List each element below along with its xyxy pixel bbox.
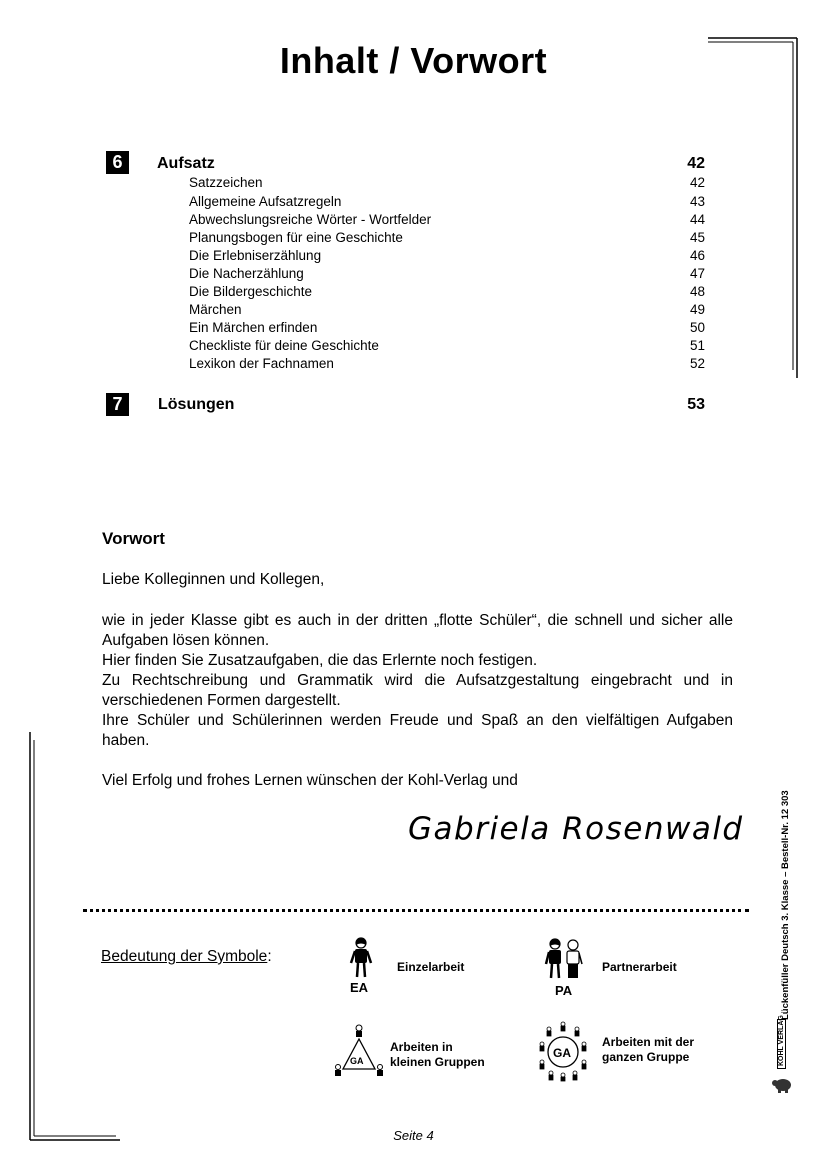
toc-item-page: 43 <box>689 194 705 209</box>
toc-item-page: 45 <box>689 230 705 245</box>
legend-label-text: Bedeutung der Symbole <box>101 948 268 965</box>
toc-item-page: 48 <box>689 284 705 299</box>
symbol-code-pa: PA <box>555 983 573 998</box>
page-number: Seite 4 <box>393 1128 434 1143</box>
toc-item <box>189 320 705 338</box>
toc-item-label: Checkliste für deine Geschichte <box>189 338 379 353</box>
toc-item-label: Lexikon der Fachnamen <box>189 356 334 371</box>
symbol-text-ea: Einzelarbeit <box>397 960 465 974</box>
toc-section-page: 42 <box>687 155 705 172</box>
symbol-text-ga-small <box>390 1040 485 1070</box>
vorwort-paragraph: Zu Rechtschreibung und Grammatik wird die Aufsatzgestaltung eingebracht und in verschiedenen Formen dargestellt. <box>102 672 733 709</box>
toc-item-label: Märchen <box>189 302 242 317</box>
page-title: Inhalt / Vorwort <box>279 40 548 81</box>
toc-item-label: Die Bildergeschichte <box>189 284 313 299</box>
toc-item <box>189 212 705 230</box>
symbol-text-line: Arbeiten in <box>390 1040 453 1054</box>
toc-item <box>189 302 705 320</box>
toc-item <box>189 338 705 356</box>
publisher-logo-text: KOHL VERLAG <box>777 1019 786 1069</box>
toc-section-number: 6 <box>106 151 129 174</box>
vorwort-paragraph: wie in jeder Klasse gibt es auch in der dritten „flotte Schüler“, die schnell und sicher alle Aufgaben lösen können. <box>102 612 733 649</box>
toc-item-page: 51 <box>689 338 705 353</box>
vorwort-greeting: Liebe Kolleginnen und Kollegen, <box>102 571 325 588</box>
toc-item-label: Die Nacherzählung <box>189 266 304 281</box>
symbol-code-ga-small: GA <box>350 1056 364 1066</box>
symbol-code-ea: EA <box>350 980 369 995</box>
signature: Gabriela Rosenwald <box>408 811 744 847</box>
toc-item-label: Satzzeichen <box>189 175 263 190</box>
two-persons-icon <box>544 938 584 982</box>
symbol-text-pa: Partnerarbeit <box>602 960 677 974</box>
publisher-logo <box>775 1015 797 1100</box>
toc-item <box>189 230 705 248</box>
legend-label-suffix: : <box>267 948 272 965</box>
legend-label <box>101 948 272 966</box>
toc-item-label: Abwechslungsreiche Wörter - Wortfelder <box>189 212 432 227</box>
symbol-text-ga-whole <box>602 1035 694 1065</box>
toc-section-title: Aufsatz <box>157 155 215 172</box>
toc-section-number: 7 <box>106 393 129 416</box>
toc-item <box>189 284 705 302</box>
toc-item <box>189 194 705 212</box>
symbol-text-line: Arbeiten mit der <box>602 1035 695 1049</box>
toc-item-page: 44 <box>689 212 705 227</box>
symbol-code-ga-whole: GA <box>553 1046 571 1060</box>
toc-item-label: Die Erlebniserzählung <box>189 248 322 263</box>
single-person-icon <box>348 937 374 979</box>
toc-item-page: 46 <box>689 248 705 263</box>
toc-section-page: 53 <box>687 396 705 413</box>
toc-item-page: 52 <box>689 356 705 371</box>
side-product-info: Lückenfüller Deutsch 3. Klasse – Bestell-Nr. 12 303 <box>780 790 791 1020</box>
vorwort-heading: Vorwort <box>102 529 165 548</box>
toc-section-title: Lösungen <box>158 396 235 413</box>
toc-item-label: Allgemeine Aufsatzregeln <box>189 194 342 209</box>
dotted-separator <box>83 909 749 912</box>
toc-item-page: 50 <box>689 320 705 335</box>
small-group-triangle-icon <box>333 1023 385 1079</box>
toc-item-page: 47 <box>689 266 705 281</box>
toc-item <box>189 248 705 266</box>
turtle-logo-icon <box>771 1073 793 1095</box>
symbol-text-line: kleinen Gruppen <box>390 1055 485 1069</box>
toc-item-page: 49 <box>689 302 705 317</box>
symbol-text-line: ganzen Gruppe <box>602 1050 690 1064</box>
toc-item-page: 42 <box>689 175 705 190</box>
toc-item-label: Ein Märchen erfinden <box>189 320 318 335</box>
toc-item <box>189 266 705 284</box>
toc-item-label: Planungsbogen für eine Geschichte <box>189 230 403 245</box>
vorwort-closing: Viel Erfolg und frohes Lernen wünschen der Kohl-Verlag und <box>102 772 518 789</box>
vorwort-paragraph: Hier finden Sie Zusatzaufgaben, die das Erlernte noch festigen. <box>102 652 538 669</box>
toc-item <box>189 175 705 193</box>
toc-item <box>189 356 705 374</box>
vorwort-paragraph: Ihre Schüler und Schülerinnen werden Freude und Spaß an den vielfältigen Aufgaben haben. <box>102 712 733 749</box>
